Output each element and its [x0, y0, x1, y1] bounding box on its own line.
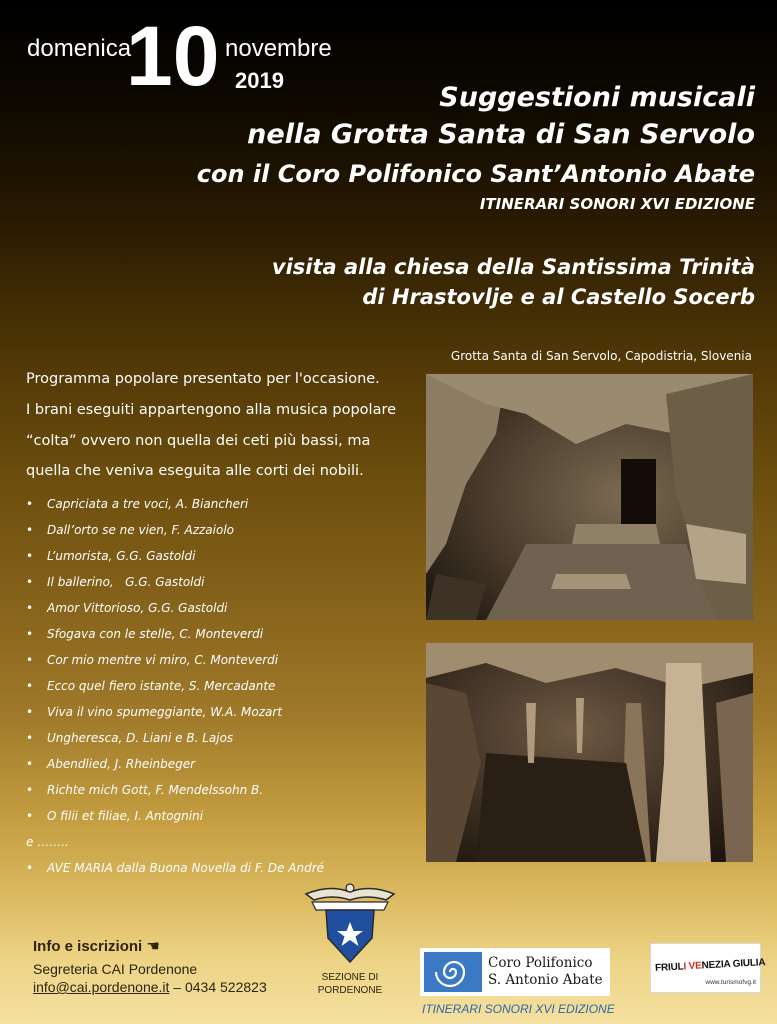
- program-item-text: Capriciata a tre voci, A. Biancheri: [47, 497, 249, 511]
- program-item: [26, 751, 324, 777]
- fvg-title-part-1: FRIUL: [654, 961, 684, 974]
- event-month: novembre: [225, 35, 332, 62]
- fvg-title-part-3: NEZIA GIULIA: [701, 957, 766, 972]
- bullet-icon: •: [26, 653, 34, 667]
- headline-line-3: con il Coro Polifonico Sant’Antonio Abate: [196, 160, 755, 188]
- event-weekday: domenica: [27, 35, 132, 62]
- program-item-final: [26, 855, 324, 881]
- bullet-icon: •: [26, 783, 34, 797]
- program-item-text: Sfogava con le stelle, C. Monteverdi: [47, 627, 264, 641]
- bullet-icon: •: [26, 861, 34, 875]
- intro-line-2: I brani eseguiti appartengono alla musica popolare: [26, 402, 397, 418]
- event-day-number: 10: [126, 9, 220, 103]
- cai-eagle-icon: [302, 880, 398, 964]
- fvg-logo-title: [655, 957, 766, 974]
- info-heading: [33, 937, 160, 955]
- program-item-text: Viva il vino spumeggiante, W.A. Mozart: [47, 705, 283, 719]
- program-item-text: Richte mich Gott, F. Mendelssohn B.: [47, 783, 264, 797]
- bullet-icon: •: [26, 809, 34, 823]
- fvg-title-part-2: I VE: [683, 960, 702, 973]
- cave-photo-bottom: [426, 643, 753, 862]
- intro-line-4: quella che veniva eseguita alle corti dei nobili.: [26, 463, 364, 479]
- headline-line-2: nella Grotta Santa di San Servolo: [247, 119, 755, 150]
- cai-section-label: [300, 971, 400, 997]
- cai-logo: [302, 880, 398, 964]
- info-heading-text: Info e iscrizioni: [33, 938, 143, 955]
- pointing-hand-icon: ☚: [146, 938, 160, 955]
- headline-line-1: Suggestioni musicali: [439, 82, 755, 113]
- program-item-text: O filii et filiae, I. Antognini: [47, 809, 204, 823]
- info-contacts: [33, 979, 267, 995]
- bullet-icon: •: [26, 497, 34, 511]
- program-item-text: AVE MARIA dalla Buona Novella di F. De André: [47, 861, 325, 875]
- event-year: 2019: [235, 68, 284, 93]
- coro-name: [488, 955, 603, 989]
- bullet-icon: •: [26, 601, 34, 615]
- program-list: [26, 491, 324, 881]
- coro-spiral-icon: [424, 952, 482, 992]
- bullet-icon: •: [26, 705, 34, 719]
- intro-line-3: “colta” ovvero non quella dei ceti più bassi, ma: [26, 433, 371, 449]
- cave-photo-top: [426, 374, 753, 620]
- visit-line-1: visita alla chiesa della Santissima Trinità: [271, 255, 755, 279]
- fvg-logo: [650, 943, 766, 993]
- program-item-text: Cor mio mentre vi miro, C. Monteverdi: [47, 653, 279, 667]
- fvg-url: www.turismofvg.it: [705, 979, 756, 986]
- program-item-text: Ecco quel fiero istante, S. Mercadante: [47, 679, 276, 693]
- program-item-text: L’umorista, G.G. Gastoldi: [47, 549, 196, 563]
- program-item: [26, 699, 324, 725]
- bullet-icon: •: [26, 575, 34, 589]
- photo-caption: Grotta Santa di San Servolo, Capodistria, Slovenia: [450, 349, 752, 363]
- coro-subtitle: ITINERARI SONORI XVI EDIZIONE: [422, 1002, 615, 1016]
- cai-section-line-1: SEZIONE DI: [321, 972, 379, 983]
- program-item: [26, 595, 324, 621]
- bullet-icon: •: [26, 549, 34, 563]
- program-ellipsis: e ……..: [26, 835, 69, 849]
- program-item: [26, 647, 324, 673]
- coro-name-line-2: S. Antonio Abate: [488, 972, 603, 988]
- coro-logo: [420, 948, 610, 996]
- bullet-icon: •: [26, 757, 34, 771]
- program-item: [26, 725, 324, 751]
- info-email-link[interactable]: info@cai.pordenone.it: [33, 979, 170, 995]
- bullet-icon: •: [26, 731, 34, 745]
- program-item-text: Il ballerino, G.G. Gastoldi: [47, 575, 205, 589]
- bullet-icon: •: [26, 627, 34, 641]
- program-item: [26, 803, 324, 829]
- program-item: [26, 621, 324, 647]
- coro-name-line-1: Coro Polifonico: [488, 955, 593, 971]
- bullet-icon: •: [26, 523, 34, 537]
- program-item: [26, 491, 324, 517]
- program-item-text: Ungheresca, D. Liani e B. Lajos: [47, 731, 234, 745]
- program-item: [26, 543, 324, 569]
- program-item: [26, 673, 324, 699]
- info-organizer: Segreteria CAI Pordenone: [33, 961, 198, 977]
- cai-section-line-2: PORDENONE: [317, 985, 383, 996]
- program-item: [26, 777, 324, 803]
- program-item: [26, 569, 324, 595]
- program-item-text: Amor Vittorioso, G.G. Gastoldi: [47, 601, 228, 615]
- bullet-icon: •: [26, 679, 34, 693]
- program-item: [26, 517, 324, 543]
- info-phone: – 0434 522823: [169, 979, 267, 995]
- program-item-text: Dall’orto se ne vien, F. Azzaiolo: [47, 523, 235, 537]
- visit-line-2: di Hrastovlje e al Castello Socerb: [362, 285, 755, 309]
- program-item-text: Abendlied, J. Rheinbeger: [47, 757, 196, 771]
- intro-line-1: Programma popolare presentato per l'occasione.: [26, 371, 380, 387]
- headline-edition: ITINERARI SONORI XVI EDIZIONE: [479, 195, 755, 213]
